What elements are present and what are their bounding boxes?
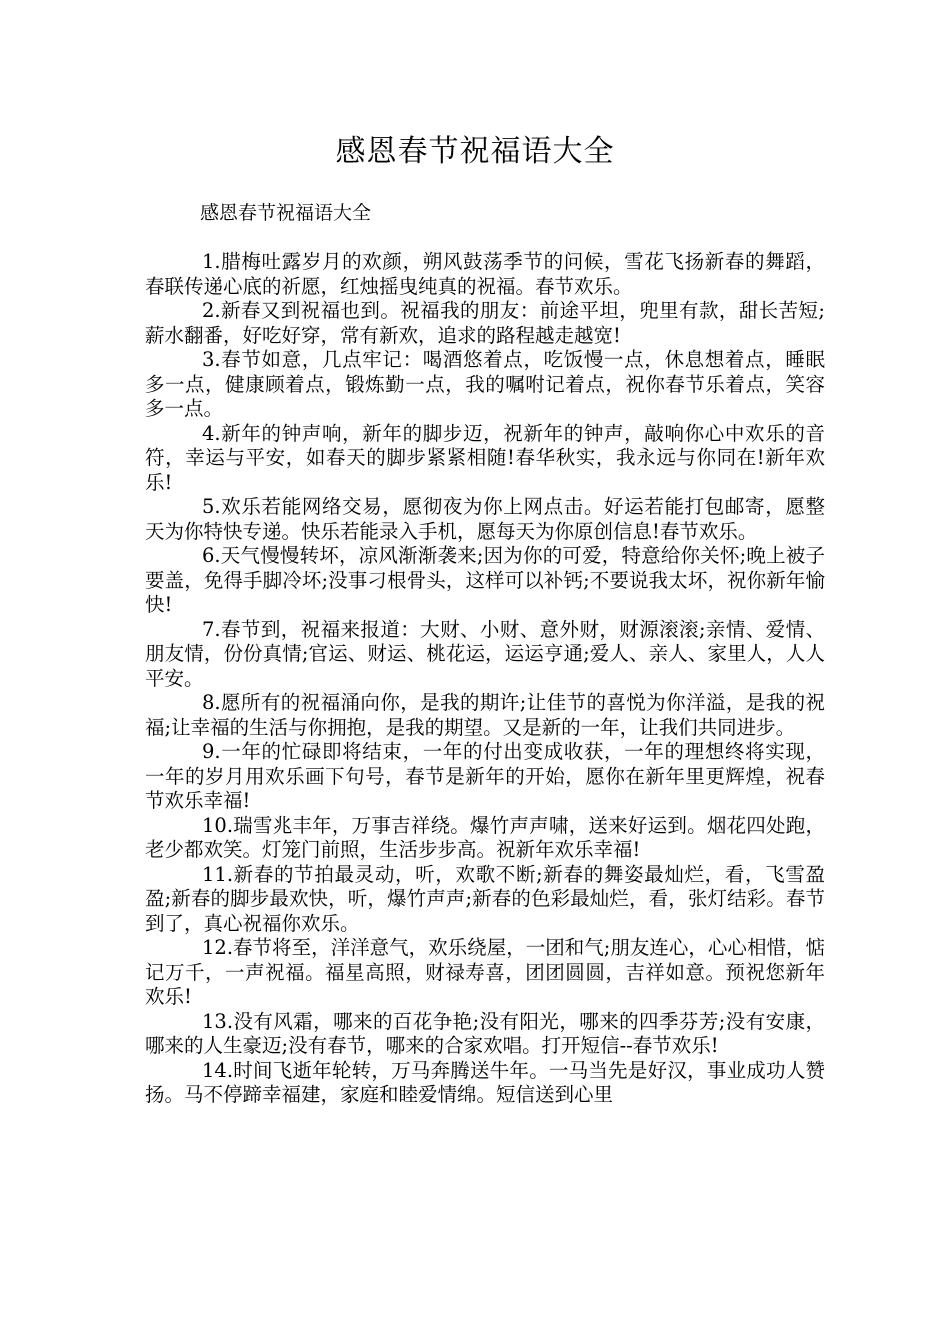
paragraph-14: 14.时间飞逝年轮转，万马奔腾送牛年。一马当先是好汉，事业成功人赞扬。马不停蹄幸福建，家庭和睦爱情绵。短信送到心里 (145, 1058, 825, 1106)
paragraph-2: 2.新春又到祝福也到。祝福我的朋友：前途平坦，兜里有款，甜长苦短;薪水翻番，好吃好穿，常有新欢，追求的路程越走越宽! (145, 299, 825, 347)
paragraph-13: 13.没有风霜，哪来的百花争艳;没有阳光，哪来的四季芬芳;没有安康，哪来的人生豪迈;没有春节，哪来的合家欢唱。打开短信--春节欢乐! (145, 1009, 825, 1057)
paragraph-11: 11.新春的节拍最灵动，听，欢歌不断;新春的舞姿最灿烂，看，飞雪盈盈;新春的脚步最欢快，听，爆竹声声;新春的色彩最灿烂，看，张灯结彩。春节到了，真心祝福你欢乐。 (145, 862, 825, 935)
paragraph-6: 6.天气慢慢转坏，凉风渐渐袭来;因为你的可爱，特意给你关怀;晚上被子要盖，免得手脚冷坏;没事刁根骨头，这样可以补钙;不要说我太坏，祝你新年愉快! (145, 544, 825, 616)
document-title: 感恩春节祝福语大全 (335, 134, 615, 169)
document-subtitle: 感恩春节祝福语大全 (200, 202, 372, 224)
document-body (145, 250, 825, 1108)
paragraph-3: 3.春节如意，几点牢记：喝酒悠着点，吃饭慢一点，休息想着点，睡眠多一点，健康顾着点，锻炼勤一点，我的嘱咐记着点，祝你春节乐着点，笑容多一点。 (145, 348, 825, 420)
paragraph-12: 12.春节将至，洋洋意气，欢乐绕屋，一团和气;朋友连心，心心相惜，惦记万千，一声祝福。福星高照，财禄寿喜，团团圆圆，吉祥如意。预祝您新年欢乐! (145, 936, 825, 1008)
paragraph-9: 9.一年的忙碌即将结束，一年的付出变成收获，一年的理想终将实现，一年的岁月用欢乐画下句号，春节是新年的开始，愿你在新年里更辉煌，祝春节欢乐幸福! (145, 740, 825, 812)
paragraph-5: 5.欢乐若能网络交易，愿彻夜为你上网点击。好运若能打包邮寄，愿整天为你特快专递。快乐若能录入手机，愿每天为你原创信息!春节欢乐。 (145, 495, 825, 543)
paragraph-4: 4.新年的钟声响，新年的脚步迈，祝新年的钟声，敲响你心中欢乐的音符，幸运与平安，如春天的脚步紧紧相随!春华秋实，我永远与你同在!新年欢乐! (145, 421, 825, 494)
paragraph-8: 8.愿所有的祝福涌向你，是我的期许;让佳节的喜悦为你洋溢，是我的祝福;让幸福的生活与你拥抱，是我的期望。又是新的一年，让我们共同进步。 (145, 691, 825, 739)
paragraph-1: 1.腊梅吐露岁月的欢颜，朔风鼓荡季节的问候，雪花飞扬新春的舞蹈，春联传递心底的祈愿，红烛摇曳纯真的祝福。春节欢乐。 (145, 250, 825, 298)
paragraph-7: 7.春节到，祝福来报道：大财、小财、意外财，财源滚滚;亲情、爱情、朋友情，份份真情;官运、财运、桃花运，运运亨通;爱人、亲人、家里人，人人平安。 (145, 617, 825, 690)
paragraph-10: 10.瑞雪兆丰年，万事吉祥绕。爆竹声声啸，送来好运到。烟花四处跑，老少都欢笑。灯笼门前照，生活步步高。祝新年欢乐幸福! (145, 813, 825, 861)
